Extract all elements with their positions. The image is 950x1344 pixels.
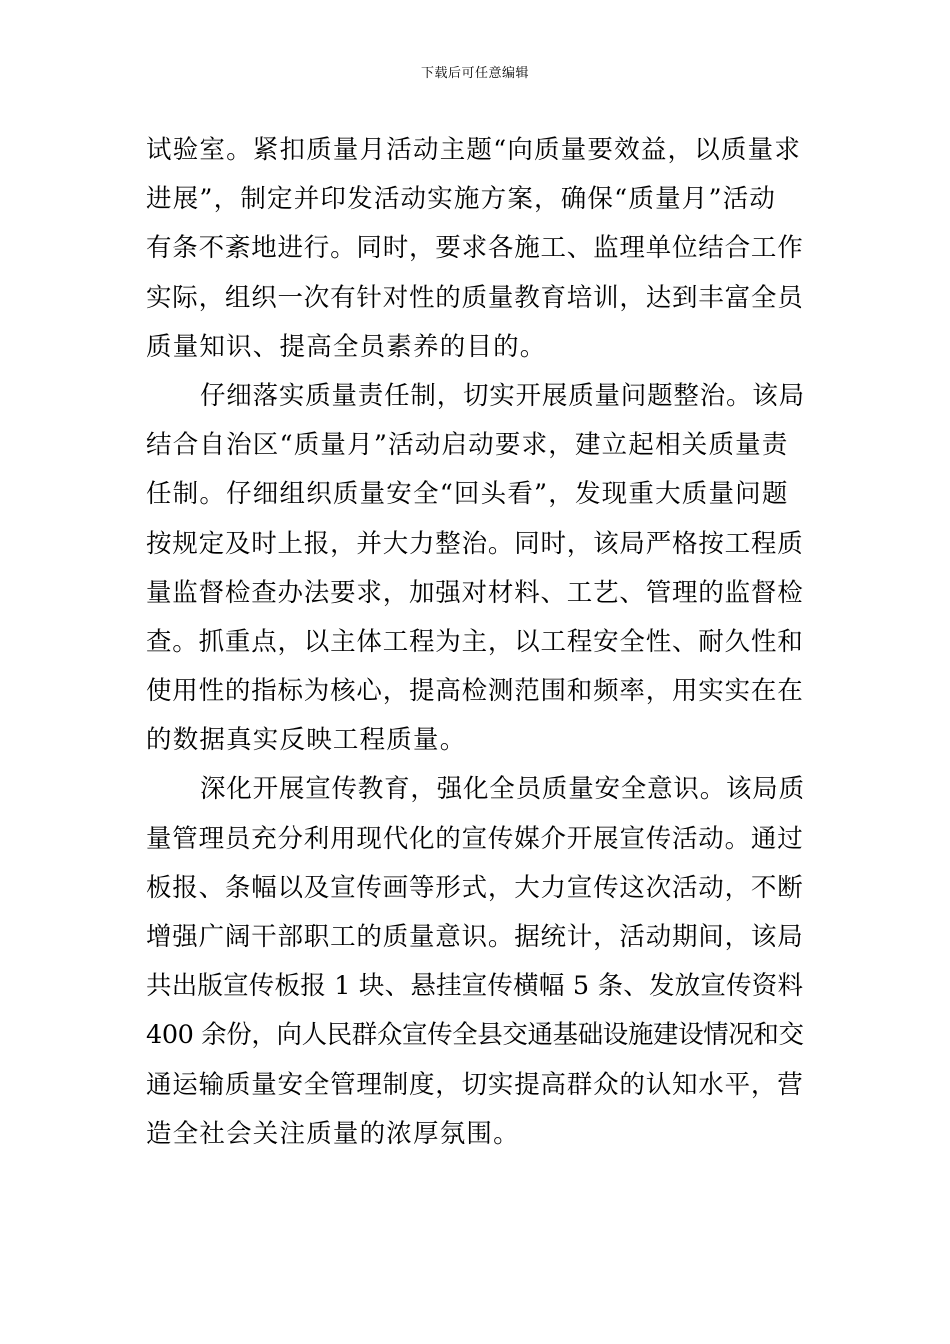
- text-line: 造全社会关注质量的浓厚氛围。: [146, 1118, 520, 1149]
- document-body: [146, 126, 808, 1159]
- text-line: 结合自治区“质量月”活动启动要求，建立起相关质量责: [146, 430, 789, 461]
- page-header-note: 下载后可任意编辑: [420, 66, 529, 81]
- text-line: 使用性的指标为核心，提高检测范围和频率，用实实在在: [146, 676, 804, 707]
- text-line: 有条不紊地进行。同时，要求各施工、监理单位结合工作: [146, 233, 804, 264]
- text-line: 按规定及时上报，并大力整治。同时，该局严格按工程质: [146, 528, 804, 559]
- text-line: 量管理员充分利用现代化的宣传媒介开展宣传活动。通过: [146, 823, 804, 854]
- text-line: 实际，组织一次有针对性的质量教育培训，达到丰富全员: [146, 282, 804, 313]
- paragraph-first-line: 深化开展宣传教育，强化全员质量安全意识。该局质: [200, 774, 805, 805]
- text-line: 通运输质量安全管理制度，切实提高群众的认知水平，营: [146, 1069, 804, 1100]
- paragraph-first-line: 仔细落实质量责任制，切实开展质量问题整治。该局: [200, 380, 805, 411]
- text-line: 查。抓重点，以主体工程为主，以工程安全性、耐久性和: [146, 626, 804, 657]
- text-line: 400 余份，向人民群众宣传全县交通基础设施建设情况和交: [146, 1020, 804, 1051]
- text-line: 增强广阔干部职工的质量意识。据统计，活动期间，该局: [146, 922, 804, 952]
- text-line: 试验室。紧扣质量月活动主题“向质量要效益，以质量求: [146, 135, 802, 165]
- text-line: 质量知识、提高全员素养的目的。: [146, 331, 547, 362]
- text-line: 量监督检查办法要求，加强对材料、工艺、管理的监督检: [146, 577, 804, 608]
- text-line: 的数据真实反映工程质量。: [146, 725, 467, 756]
- text-line: 板报、条幅以及宣传画等形式，大力宣传这次活动，不断: [146, 872, 804, 903]
- text-line: 进展”，制定并印发活动实施方案，确保“质量月”活动: [146, 184, 777, 215]
- text-line: 共出版宣传板报 1 块、悬挂宣传横幅 5 条、发放宣传资料: [146, 971, 804, 1002]
- text-line: 任制。仔细组织质量安全“回头看”，发现重大质量问题: [146, 479, 789, 510]
